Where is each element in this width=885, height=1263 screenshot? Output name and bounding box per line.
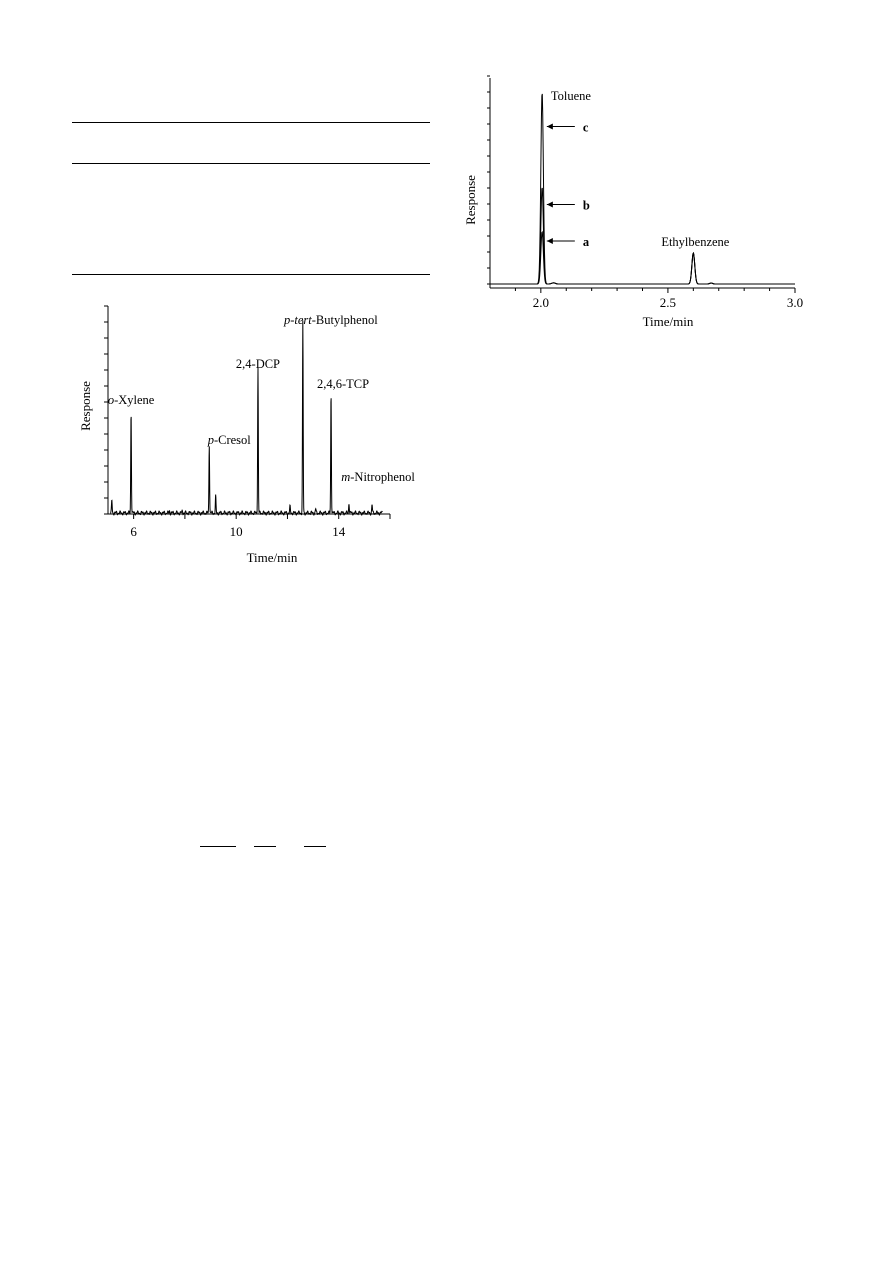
chromatogram-toluene <box>460 70 820 340</box>
peak-label: o-Xylene <box>107 393 155 407</box>
table-header-rule <box>72 163 430 164</box>
series-line-b <box>490 188 795 284</box>
equation-fraction-bar <box>200 846 236 847</box>
x-tick-label: 3.0 <box>786 295 804 310</box>
x-tick-label: 10 <box>229 524 243 539</box>
table-top-rule <box>72 122 430 123</box>
arrow-head <box>547 238 553 244</box>
arrow-head <box>547 201 553 207</box>
chromatogram-phenols-svg <box>72 296 432 570</box>
equation-fraction-bar <box>304 846 326 847</box>
arrow-head <box>547 124 553 130</box>
chromatogram-toluene-svg <box>460 70 820 340</box>
x-tick-label: 2.0 <box>532 295 549 310</box>
x-axis-label: Time/min <box>246 550 298 565</box>
table-bottom-rule <box>72 274 430 275</box>
peak-label: m-Nitrophenol <box>341 470 415 484</box>
peak-label: 2,4-DCP <box>235 357 281 371</box>
series-label-c: c <box>582 120 589 135</box>
peak-label-ethylbenzene: Ethylbenzene <box>661 235 730 249</box>
peak-label: p-Cresol <box>207 433 251 447</box>
peak-label-toluene: Toluene <box>550 89 591 103</box>
series-label-a: a <box>582 235 590 250</box>
peak-label: 2,4,6-TCP <box>316 377 370 391</box>
y-axis-label: Response <box>78 381 93 431</box>
x-tick-label: 2.5 <box>659 295 677 310</box>
chromatogram-trace <box>111 321 383 516</box>
x-axis-label: Time/min <box>642 314 694 329</box>
y-axis-label: Response <box>463 175 478 225</box>
series-label-b: b <box>582 198 590 213</box>
series-line-a <box>490 232 795 284</box>
x-tick-label: 6 <box>130 524 137 539</box>
equation-fraction-bar <box>254 846 276 847</box>
x-tick-label: 14 <box>332 524 346 539</box>
peak-label: p-tert-Butylphenol <box>283 313 378 327</box>
chromatogram-phenols <box>72 296 432 570</box>
series-line-c <box>490 94 795 284</box>
